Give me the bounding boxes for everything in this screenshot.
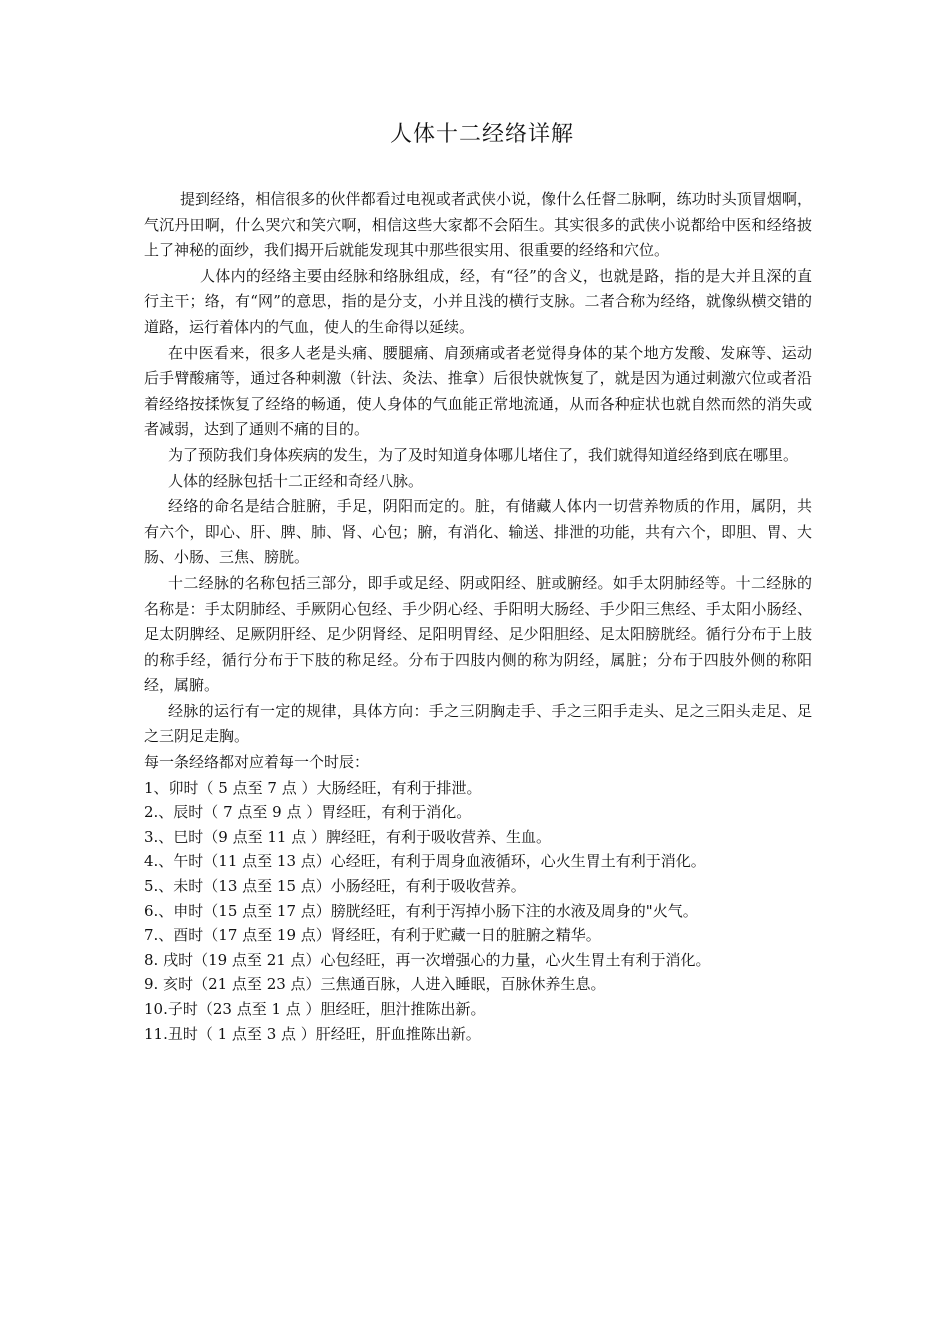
document-title: 人体十二经络详解 [389,122,574,147]
list-item: 7.、酉时（17 点至 19 点）肾经旺，有利于贮藏一日的脏腑之精华。 [144,926,601,945]
list-item: 2.、辰时（ 7 点至 9 点 ）胃经旺，有利于消化。 [144,803,472,822]
list-item: 6.、申时（15 点至 17 点）膀胱经旺，有利于泻掉小肠下注的水液及周身的"火气。 [144,901,698,920]
list-item: 10.子时（23 点至 1 点 ）胆经旺，胆汁推陈出新。 [144,1000,486,1018]
list-item: 5.、未时（13 点至 15 点）小肠经旺，有利于吸收营养。 [144,877,526,896]
paragraph-tcm-view: 在中医看来，很多人老是头痛、腰腿痛、肩颈痛或者老觉得身体的某个地方发酸、发麻等、运动后手臂酸痛等，通过各种刺激（针法、灸法、推拿）后很快就恢复了，就是因为通过刺激穴位或者沿着经络按揉恢复了经络的畅通，使人身体的气血能正常地流通，从而各种症状也就自然而然的消失或者减弱，达到了通则不痛的目的。 [144,343,812,439]
paragraph-twelve-names: 十二经脉的名称包括三部分，即手或足经、阴或阳经、脏或腑经。如手太阴肺经等。十二经脉的名称是：手太阴肺经、手厥阴心包经、手少阴心经、手阳明大肠经、手少阳三焦经、手太阳小肠经、足太阴脾经、足厥阴肝经、足少阴肾经、足阳明胃经、足少阳胆经、足太阳膀胱经。循行分布于上肢的称手经，循行分布于下肢的称足经。分布于四肢内侧的称为阴经，属脏；分布于四肢外侧的称阳经，属腑。 [144,573,812,695]
list-item: 1、卯时（ 5 点至 7 点 ）大肠经旺，有利于排泄。 [144,778,482,797]
list-item: 3.、巳时（9 点至 11 点 ）脾经旺，有利于吸收营养、生血。 [144,827,552,846]
list-item: 4.、午时（11 点至 13 点）心经旺，有利于周身血液循环，心火生胃土有利于消化。 [144,852,706,871]
paragraph-naming: 经络的命名是结合脏腑，手足，阴阳而定的。脏，有储藏人体内一切营养物质的作用，属阴，共有六个，即心、肝、脾、肺、肾、心包；腑，有消化、输送、排泄的功能，共有六个，即胆、胃、大肠、小肠、三焦、膀胱。 [144,497,812,567]
paragraph-prevention: 为了预防我们身体疾病的发生，为了及时知道身体哪儿堵住了，我们就得知道经络到底在哪里。 [168,445,799,464]
paragraph-schedule-intro: 每一条经络都对应着每一个时辰： [144,753,370,772]
time-schedule-list [144,776,812,1047]
paragraph-meridian-types: 人体的经脉包括十二正经和奇经八脉。 [168,471,424,490]
list-item: 8. 戌时（19 点至 21 点）心包经旺，再一次增强心的力量，心火生胃土有利于消化。 [144,950,711,969]
list-item: 11.丑时（ 1 点至 3 点 ）肝经旺，肝血推陈出新。 [144,1024,481,1043]
paragraph-meridian-definition: 人体内的经络主要由经脉和络脉组成，经，有“径”的含义，也就是路，指的是大并且深的直行主干；络，有“网”的意思，指的是分支，小并且浅的横行支脉。二者合称为经络，就像纵横交错的道路，运行着体内的气血，使人的生命得以延续。 [144,266,812,336]
paragraph-flow-direction: 经脉的运行有一定的规律，具体方向：手之三阴胸走手、手之三阳手走头、足之三阳头走足、足之三阴足走胸。 [144,701,812,746]
list-item: 9. 亥时（21 点至 23 点）三焦通百脉，人进入睡眠，百脉休养生息。 [144,975,606,994]
paragraph-intro: 提到经络，相信很多的伙伴都看过电视或者武侠小说，像什么任督二脉啊，练功时头顶冒烟啊，气沉丹田啊，什么哭穴和笑穴啊，相信这些大家都不会陌生。其实很多的武侠小说都给中医和经络披上了神秘的面纱，我们揭开后就能发现其中那些很实用、很重要的经络和穴位。 [144,190,812,260]
document-page [144,118,812,1046]
